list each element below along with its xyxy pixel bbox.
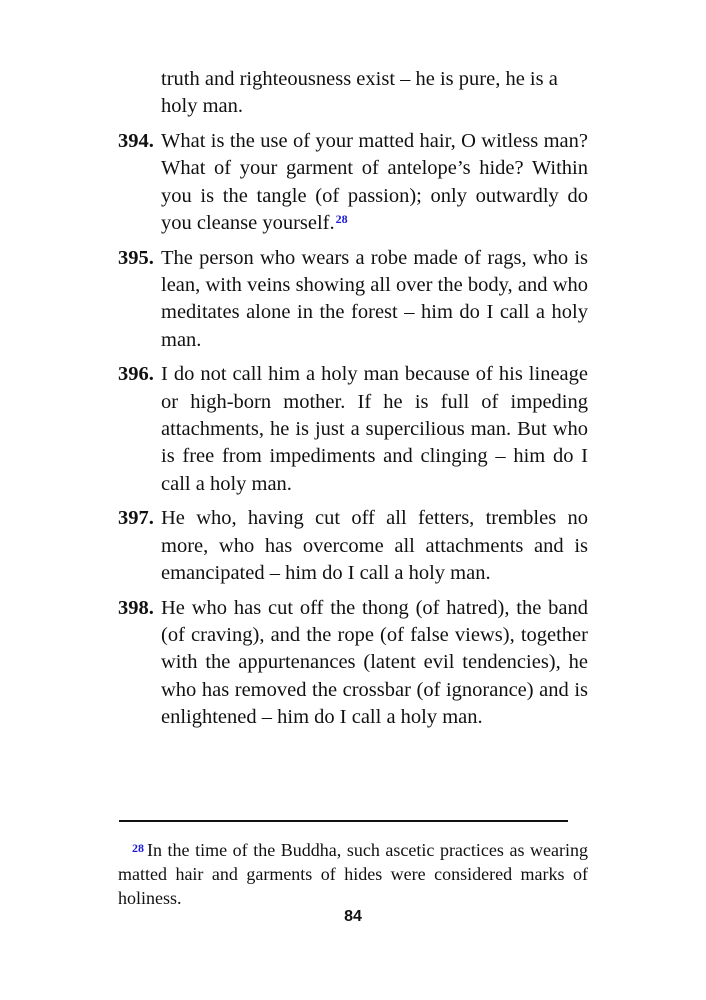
verse-column [118,66,588,731]
verse-396 [118,361,588,497]
verse-394 [118,128,588,237]
continued-verse-text [118,66,588,121]
verse-398 [118,595,588,731]
footnote [118,838,588,910]
verse-text: The person who wears a robe made of rags, who is lean, with veins showing all over the body, and who meditates alone in the forest – him do I call a holy man. [161,246,588,351]
footnote-text: In the time of the Buddha, such ascetic practices as wearing matted hair and garments of hides were considered marks of holiness. [118,840,588,908]
verse-number: 397. [118,507,154,530]
footnote-reference-link[interactable]: 28 [335,211,348,226]
verse-number: 396. [118,363,154,386]
footnote-divider [119,820,568,822]
footnote-marker: 28 [132,841,144,855]
continued-line-1: truth and righteousness exist – he is pure, he is a [161,68,558,90]
verse-text: He who, having cut off all fetters, trembles no more, who has overcome all attachments and is emancipated – him do I call a holy man. [161,507,588,585]
continued-line-2: holy man. [161,95,243,118]
verse-395 [118,245,588,354]
page-number: 84 [344,908,362,925]
verse-text: He who has cut off the thong (of hatred), the band (of craving), and the rope (of false views), together with the appurtenances (latent evil tendencies), he who has removed the crossbar (of ignorance) and is enlightened – him do I call a holy man. [161,596,588,729]
verse-number: 398. [118,596,154,619]
verse-text: I do not call him a holy man because of his lineage or high-born mother. If he is full of impeding attachments, he is just a supercilious man. But who is free from impediments and clinging – him do I call a holy man. [161,363,588,495]
verse-text-body: What is the use of your matted hair, O witless man? What of your garment of antelope’s hide? Within you is the tangle (of passion); only outwardly do you cleanse yourself. [161,130,588,234]
verse-number: 394. [118,130,154,153]
verse-text [161,128,588,237]
verse-397 [118,505,588,587]
verse-number: 395. [118,246,154,269]
